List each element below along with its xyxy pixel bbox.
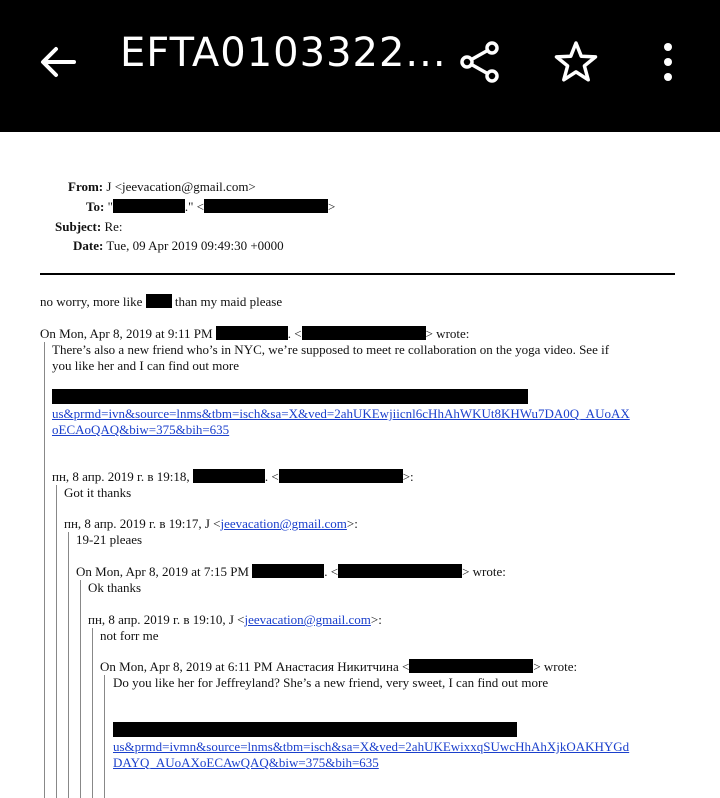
header-divider xyxy=(40,273,675,275)
star-icon[interactable] xyxy=(552,38,600,86)
quote-bar xyxy=(56,485,57,798)
quote-intro-text: >: xyxy=(370,612,382,627)
quote-intro-text: пн, 8 апр. 2019 г. в 19:18, xyxy=(52,469,190,484)
quote-bar xyxy=(104,675,105,798)
image-search-link[interactable]: us&prmd=ivmn&source=lnms&tbm=isch&sa=X&ved=2ahUKEwixxqSUwcHhAhXjkOAKHYGd xyxy=(113,739,630,754)
image-search-link[interactable]: oECAoQAQ&biw=375&bih=635 xyxy=(52,422,230,437)
redaction-box xyxy=(193,469,265,483)
subject-value: Re: xyxy=(104,219,123,234)
reply-text: than my maid please xyxy=(174,294,283,309)
email-link[interactable]: jeevacation@gmail.com xyxy=(244,612,371,627)
quote-intro xyxy=(52,469,414,485)
date-label: Date: xyxy=(73,238,104,253)
quote-intro-text: > wrote: xyxy=(462,564,506,579)
to-label: To: xyxy=(86,199,105,214)
back-arrow-icon[interactable] xyxy=(36,40,80,84)
quote-bar xyxy=(92,628,93,798)
quote-intro-text: On Mon, Apr 8, 2019 at 7:15 PM xyxy=(76,564,249,579)
quote-intro-text: On Mon, Apr 8, 2019 at 9:11 PM xyxy=(40,326,213,341)
subject-label: Subject: xyxy=(55,219,102,234)
document-page xyxy=(0,132,720,798)
share-icon[interactable] xyxy=(458,40,502,84)
date-value: Tue, 09 Apr 2019 09:49:30 +0000 xyxy=(106,238,284,253)
email-link[interactable]: jeevacation@gmail.com xyxy=(220,516,347,531)
redaction-box xyxy=(338,564,462,578)
quote-text: not forr me xyxy=(100,628,159,643)
document-title: EFTA0103322... xyxy=(120,30,447,76)
quote-text: Ok thanks xyxy=(88,580,142,595)
quote-text: Do you like her for Jeffreyland? She’s a new friend, very sweet, I can find out more xyxy=(113,675,549,690)
quote-text: you like her and I can find out more xyxy=(52,358,239,373)
to-quote: " xyxy=(107,199,113,214)
quote-intro-text: . < xyxy=(287,326,302,341)
redaction-box xyxy=(302,326,426,340)
redaction-box xyxy=(279,469,403,483)
redaction-box xyxy=(409,659,533,673)
quote-intro-text: . < xyxy=(264,469,279,484)
to-row xyxy=(86,199,335,215)
image-search-link[interactable]: DAYQ_AUoAXoECAwQAQ&biw=375&bih=635 xyxy=(113,755,379,770)
from-value: J <jeevacation@gmail.com> xyxy=(106,179,256,194)
quote-intro-text: > wrote: xyxy=(425,326,470,341)
redaction-box xyxy=(216,326,288,340)
image-search-link[interactable]: us&prmd=ivn&source=lnms&tbm=isch&sa=X&ved=2ahUKEwjiicnl6cHhAhWKUt8KHWu7DA0Q_AUoAX xyxy=(52,406,630,421)
subject-row xyxy=(55,219,123,235)
redaction-box xyxy=(252,564,324,578)
reply-text: no worry, more like xyxy=(40,294,143,309)
app-bar xyxy=(0,0,720,132)
redaction-box xyxy=(113,722,517,737)
date-row xyxy=(73,238,284,254)
redaction-box xyxy=(204,199,328,213)
quote-intro-text: >: xyxy=(346,516,358,531)
quote-intro-text: пн, 8 апр. 2019 г. в 19:10, J < xyxy=(88,612,245,627)
quote-intro-text: пн, 8 апр. 2019 г. в 19:17, J < xyxy=(64,516,221,531)
more-vert-icon[interactable] xyxy=(650,40,686,84)
quote-intro xyxy=(40,326,469,342)
quote-intro-text: > wrote: xyxy=(533,659,578,674)
quote-intro xyxy=(88,612,382,628)
quote-intro-text: >: xyxy=(402,469,414,484)
quote-intro-text: On Mon, Apr 8, 2019 at 6:11 PM Анастасия Никитчина < xyxy=(100,659,410,674)
from-label: From: xyxy=(68,179,104,194)
redaction-box xyxy=(146,294,172,308)
quote-intro xyxy=(64,516,358,532)
quote-intro xyxy=(100,659,577,675)
reply-line xyxy=(40,294,282,310)
to-sep: ." < xyxy=(184,199,205,214)
quote-intro xyxy=(76,564,506,580)
quote-intro-text: . < xyxy=(324,564,339,579)
quote-text: Got it thanks xyxy=(64,485,132,500)
redaction-box xyxy=(52,389,528,404)
quote-bar xyxy=(68,532,69,798)
from-row xyxy=(68,179,256,195)
quote-bar xyxy=(44,342,45,798)
quote-text: 19-21 pleaes xyxy=(76,532,143,547)
quote-text: There’s also a new friend who’s in NYC, we’re supposed to meet re collaboration on the yoga video. See if xyxy=(52,342,610,357)
to-close: > xyxy=(328,199,336,214)
redaction-box xyxy=(113,199,185,213)
quote-bar xyxy=(80,580,81,798)
